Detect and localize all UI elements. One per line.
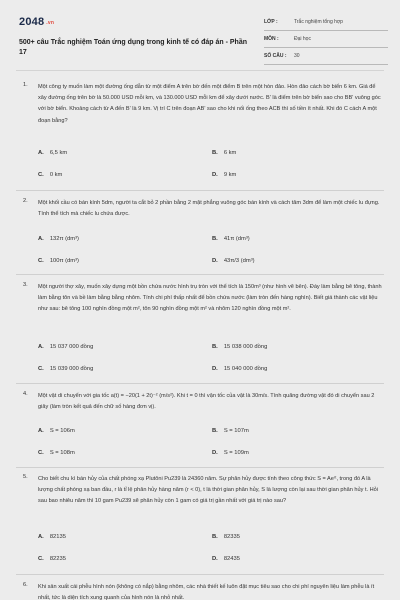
site-logo[interactable] [19,16,54,28]
option-text: 82435 [223,556,240,562]
option-d[interactable] [212,450,249,456]
logo-text: 2048 [19,16,45,28]
option-a[interactable] [38,344,93,350]
option-label: B. [212,236,218,242]
option-label: D. [212,450,218,456]
option-text: 6,5 km [49,150,68,156]
option-text: 15 039 000 đồng [49,366,94,372]
option-c[interactable] [38,450,75,456]
question-separator [16,467,384,468]
document-header [16,10,388,66]
option-label: C. [38,172,44,178]
option-d[interactable] [212,258,255,264]
option-label: C. [38,450,44,456]
option-label: A. [38,344,44,350]
question-separator [16,274,384,275]
option-text: 41π (dm³) [223,236,250,242]
option-label: C. [38,556,44,562]
meta-row-subject [264,31,388,48]
option-a[interactable] [38,534,66,540]
option-b[interactable] [212,534,240,540]
question-number: 6. [23,582,28,588]
option-c[interactable] [38,172,62,178]
meta-key: LỚP : [264,19,278,25]
question-number: 1. [23,82,28,88]
option-label: C. [38,366,44,372]
option-c[interactable] [38,366,93,372]
option-label: D. [212,172,218,178]
option-label: B. [212,534,218,540]
option-text: 15 038 000 đồng [223,344,268,350]
option-label: D. [212,556,218,562]
option-text: 9 km [223,172,237,178]
option-label: A. [38,534,44,540]
option-label: C. [38,258,44,264]
question-separator [16,383,384,384]
option-label: D. [212,258,218,264]
question-number: 4. [23,391,28,397]
option-text: S = 106m [49,428,75,434]
meta-table [264,14,388,65]
option-b[interactable] [212,344,267,350]
option-d[interactable] [212,556,240,562]
meta-row-class [264,14,388,31]
option-text: 82135 [49,534,66,540]
option-text: 43π/3 (dm³) [223,258,255,264]
option-label: B. [212,428,218,434]
document-title: 500+ câu Trắc nghiệm Toán ứng dụng trong kinh tế có đáp án - Phần 17 [19,39,247,56]
option-label: A. [38,150,44,156]
option-c[interactable] [38,258,79,264]
meta-value: 30 [294,53,300,59]
option-c[interactable] [38,556,66,562]
option-label: B. [212,344,218,350]
question-separator [16,574,384,575]
question-text: Một người thợ xây, muốn xây dựng một bồn chứa nước hình trụ tròn với thể tích là 150m³ (như hình vẽ bên). Đáy làm bằng bê tông, thành làm bằng tôn và bề làm bằng bằng nhôm. Tính chi phí thấp nhất để bồn chứa nước (làm tròn đến hàng nghìn). Biết giá thành các vật liệu như sau: bê tông 100 nghìn đồng một m², tôn 90 nghìn đồng một m² và nhôm 120 nghìn đồng một m². [38,284,382,313]
question-number: 5. [23,474,28,480]
option-label: D. [212,366,218,372]
option-text: 82235 [49,556,66,562]
logo-suffix: .vn [46,20,55,26]
option-text: 0 km [49,172,63,178]
option-text: 132π (dm³) [49,236,79,242]
option-b[interactable] [212,236,250,242]
meta-row-count [264,48,388,65]
option-text: S = 108m [49,450,75,456]
meta-key: SỐ CÂU : [264,53,287,59]
question-text: Một khối cầu có bán kính 5dm, người ta cắt bỏ 2 phần bằng 2 mặt phẳng vuông góc bán kính và cách tâm 3dm để làm một chiếc lu đựng. Tính thể tích mà chiếc lu chứa được. [38,200,380,218]
question-text: Một vật di chuyển với gia tốc a(t) = −20(1 + 2t)⁻² (m/s²). Khi t = 0 thì vận tốc của vật là 30m/s. Tính quãng đường vật đó di chuyển sau 2 giây (làm tròn kết quả đến chữ số hàng đơn vị). [38,393,375,411]
option-label: A. [38,428,44,434]
question-6 [16,582,384,600]
option-text: S = 107m [223,428,249,434]
meta-value: Đại học [294,36,311,42]
question-text: Khi sản xuất cái phễu hình nón (không có nắp) bằng nhôm, các nhà thiết kế luôn đặt mục tiêu sao cho chi phí nguyên liệu làm phễu là ít nhất, tức là diện tích xung quanh của hình nón là nhỏ nhất. [38,584,375,600]
question-number: 3. [23,282,28,288]
option-label: B. [212,150,218,156]
option-label: A. [38,236,44,242]
question-number: 2. [23,198,28,204]
question-text: Cho biết chu kì bán hủy của chất phóng xạ Plutôni Pu239 là 24360 năm. Sự phân hủy được tính theo công thức S = Aeʳᵗ, trong đó A là lượng chất phóng xạ ban đầu, r là tỉ lệ phân hủy hàng năm (r < 0), t là thời gian phân hủy, S là lượng còn lại sau thời gian phân hủy t. Hỏi sau bao nhiêu năm thì 10 gam Pu239 sẽ phân hủy còn 1 gam có giá trị gần nhất với giá trị nào sau? [38,476,379,505]
option-text: S = 109m [223,450,249,456]
option-a[interactable] [38,150,67,156]
meta-value: Trắc nghiệm tổng hợp [294,19,343,25]
header-divider [16,70,384,71]
option-a[interactable] [38,236,79,242]
question-separator [16,190,384,191]
option-b[interactable] [212,150,236,156]
option-b[interactable] [212,428,249,434]
option-d[interactable] [212,366,267,372]
option-text: 15 040 000 đồng [223,366,268,372]
option-d[interactable] [212,172,236,178]
option-text: 100π (dm³) [49,258,79,264]
meta-key: MÔN : [264,36,279,42]
option-a[interactable] [38,428,75,434]
question-text: Một công ty muốn làm một đường ống dẫn từ một điểm A trên bờ đến một điểm B trên một hòn đảo. Hòn đảo cách bờ biển 6 km. Giá để xây đường ống trên bờ là 50.000 USD mỗi km, và 130.000 USD mỗi km để xây dưới nước. B' là điểm trên bờ biển sao cho BB' vuông góc với bờ biển. Khoảng cách từ A đến B' là 9 km. Vị trí C trên đoạn AB' sao cho khi nối ống theo ACB thì số tiền ít nhất. Khi đó C cách A một đoạn bằng? [38,84,381,124]
option-text: 82335 [223,534,240,540]
option-text: 15 037 000 đồng [49,344,94,350]
option-text: 6 km [223,150,237,156]
